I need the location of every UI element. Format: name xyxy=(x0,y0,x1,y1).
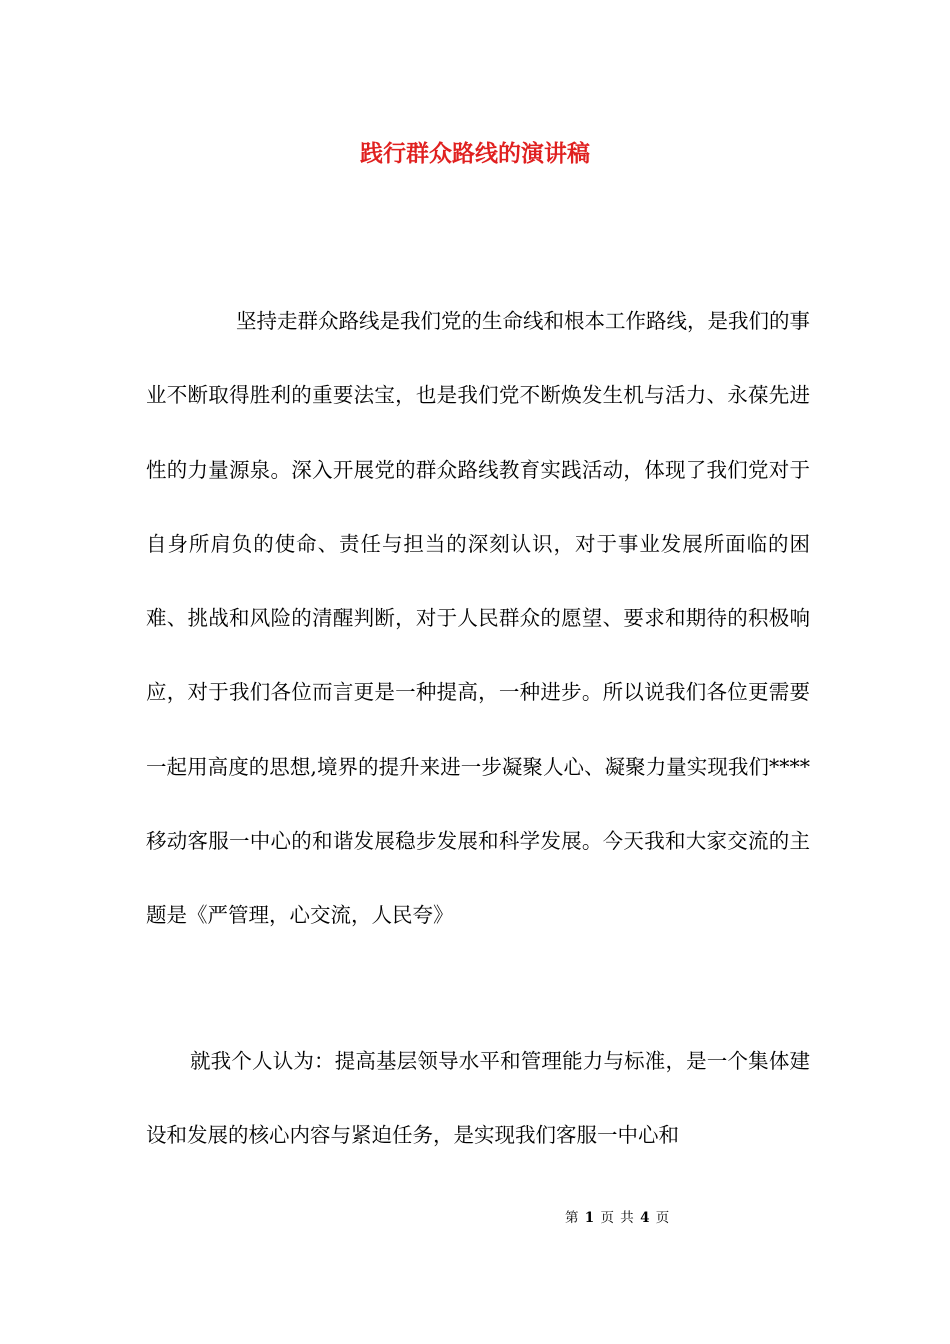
footer-current-page: 1 xyxy=(584,1210,596,1226)
footer-middle: 页 共 xyxy=(600,1210,635,1226)
page-number-footer xyxy=(565,1208,670,1228)
footer-prefix: 第 xyxy=(565,1210,580,1226)
paragraph-1: 坚持走群众路线是我们党的生命线和根本工作路线，是我们的事业不断取得胜利的重要法宝，也是我们党不断焕发生机与活力、永葆先进性的力量源泉。深入开展党的群众路线教育实践活动，体现了我们党对于自身所肩负的使命、责任与担当的深刻认识，对于事业发展所面临的困难、挑战和风险的清醒判断，对于人民群众的愿望、要求和期待的积极响应，对于我们各位而言更是一种提高，一种进步。所以说我们各位更需要一起用高度的思想,境界的提升来进一步凝聚人心、凝聚力量实现我们****移动客服一中心的和谐发展稳步发展和科学发展。今天我和大家交流的主题是《严管理，心交流，人民夸》 xyxy=(146,309,810,928)
paragraph-2: 就我个人认为：提高基层领导水平和管理能力与标准，是一个集体建设和发展的核心内容与紧迫任务，是实现我们客服一中心和 xyxy=(146,1049,810,1148)
footer-suffix: 页 xyxy=(655,1210,671,1226)
footer-total-pages: 4 xyxy=(640,1210,651,1226)
document-title: 践行群众路线的演讲稿 xyxy=(360,140,590,167)
